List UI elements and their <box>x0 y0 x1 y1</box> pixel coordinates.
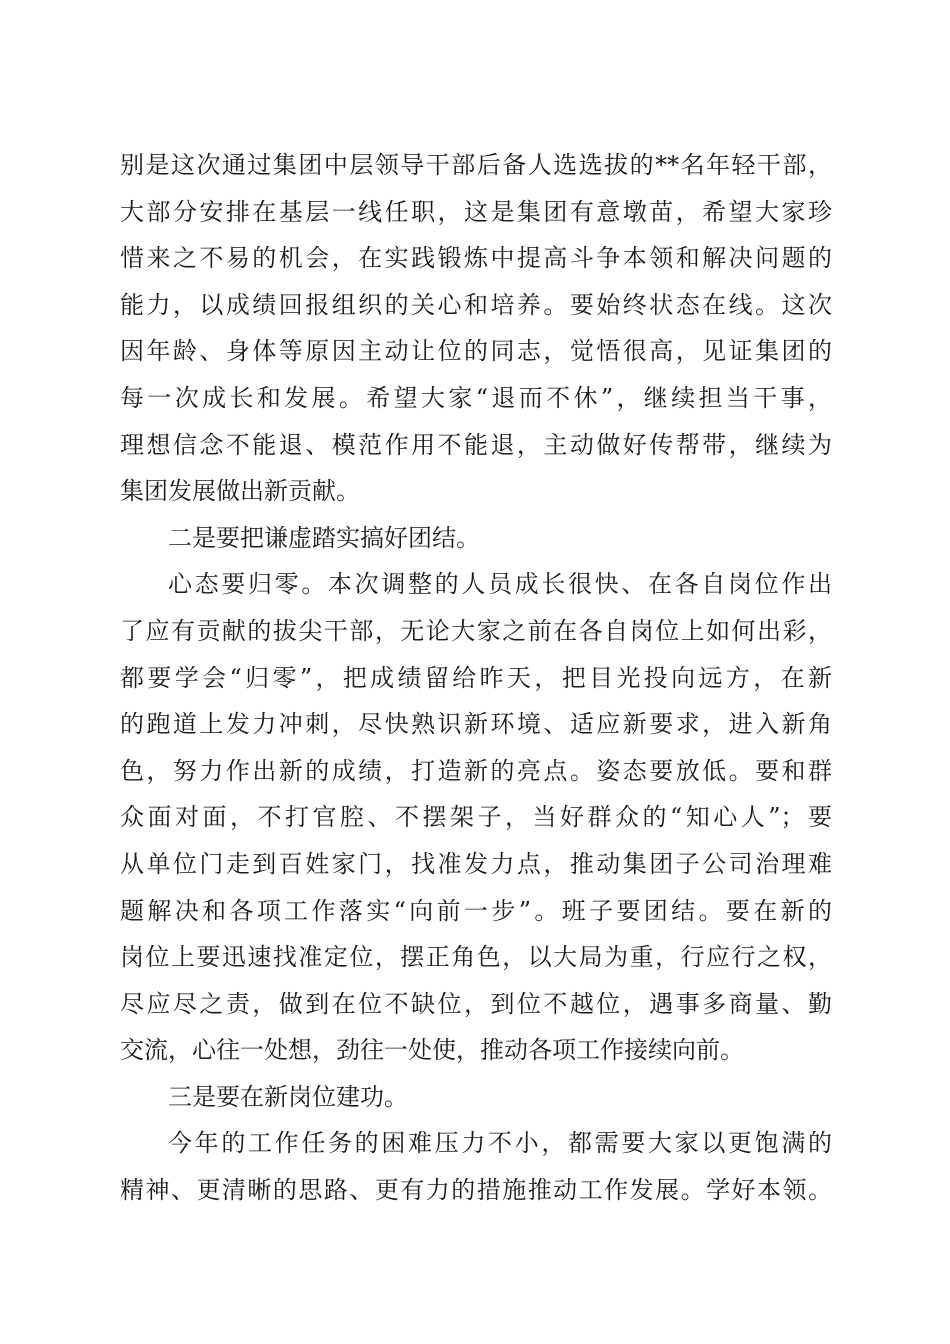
document-body <box>120 142 832 1214</box>
text-line: 能力，以成绩回报组织的关心和培养。要始终状态在线。这次 <box>120 290 832 319</box>
text-line: 交流，心往一处想，劲往一处使，推动各项工作接续向前。 <box>120 1036 744 1065</box>
text-line: 集团发展做出新贡献。 <box>120 477 360 506</box>
text-line: 从单位门走到百姓家门，找准发力点，推动集团子公司治理难 <box>120 849 832 878</box>
text-line: 大部分安排在基层一线任职，这是集团有意墩苗，希望大家珍 <box>120 197 832 226</box>
text-line: 因年龄、身体等原因主动让位的同志，觉悟很高，见证集团的 <box>120 337 832 366</box>
text-line: 了应有贡献的拔尖干部，无论大家之前在各自岗位上如何出彩， <box>120 616 832 645</box>
text-line: 每一次成长和发展。希望大家“退而不休”，继续担当干事， <box>120 383 832 412</box>
text-line: 别是这次通过集团中层领导干部后备人选选拔的**名年轻干部， <box>120 151 832 179</box>
text-line: 色，努力作出新的成绩，打造新的亮点。姿态要放低。要和群 <box>120 756 832 785</box>
text-line: 尽应尽之责，做到在位不缺位，到位不越位，遇事多商量、勤 <box>120 989 832 1018</box>
text-line: 今年的工作任务的困难压力不小，都需要大家以更饱满的 <box>168 1129 832 1158</box>
text-line: 心态要归零。本次调整的人员成长很快、在各自岗位作出 <box>168 570 832 599</box>
text-line: 惜来之不易的机会，在实践锻炼中提高斗争本领和解决问题的 <box>120 244 832 273</box>
section-heading: 三是要在新岗位建功。 <box>168 1082 408 1111</box>
text-line: 精神、更清晰的思路、更有力的措施推动工作发展。学好本领。 <box>120 1176 832 1205</box>
text-line: 理想信念不能退、模范作用不能退，主动做好传帮带，继续为 <box>120 430 832 459</box>
section-heading: 二是要把谦虚踏实搞好团结。 <box>168 523 480 552</box>
text-line: 众面对面，不打官腔、不摆架子，当好群众的“知心人”；要 <box>120 803 832 832</box>
text-line: 题解决和各项工作落实“向前一步”。班子要团结。要在新的 <box>120 896 832 925</box>
text-line: 岗位上要迅速找准定位，摆正角色，以大局为重，行应行之权， <box>120 943 832 972</box>
text-line: 的跑道上发力冲刺，尽快熟识新环境、适应新要求，进入新角 <box>120 710 832 739</box>
text-line: 都要学会“归零”，把成绩留给昨天，把目光投向远方，在新 <box>120 663 832 692</box>
